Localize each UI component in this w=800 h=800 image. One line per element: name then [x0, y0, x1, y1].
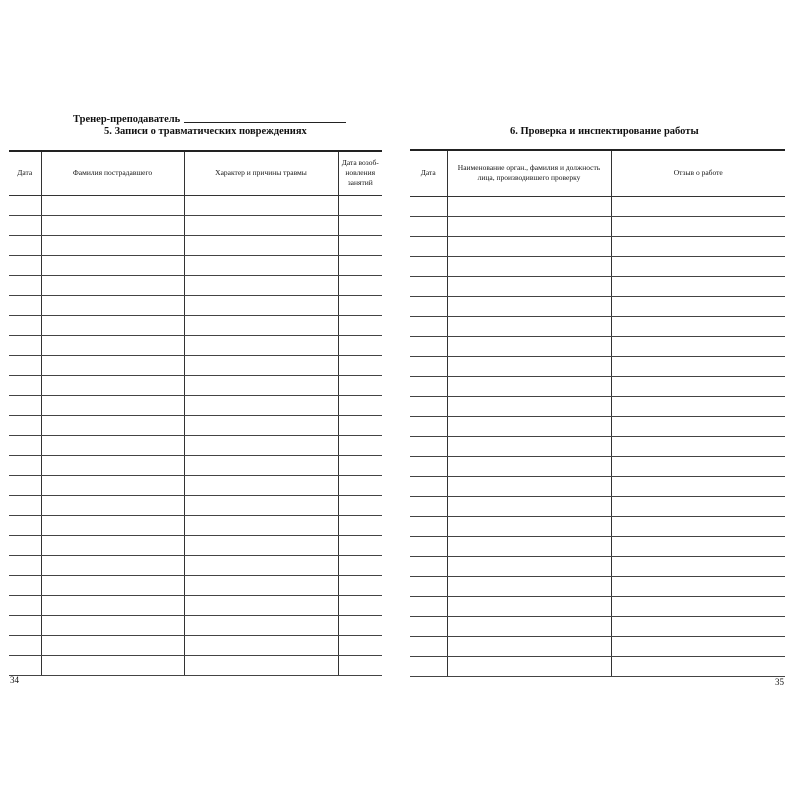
inspection-records-table: [410, 149, 785, 677]
table-cell[interactable]: [41, 295, 184, 315]
table-cell[interactable]: [410, 396, 447, 416]
table-cell[interactable]: [338, 475, 382, 495]
table-cell[interactable]: [184, 335, 338, 355]
table-cell[interactable]: [611, 556, 785, 576]
table-cell[interactable]: [9, 555, 41, 575]
table-cell[interactable]: [447, 596, 611, 616]
table-cell[interactable]: [9, 255, 41, 275]
table-cell[interactable]: [338, 495, 382, 515]
table-row: [410, 656, 785, 676]
table-cell[interactable]: [338, 555, 382, 575]
table-cell[interactable]: [338, 635, 382, 655]
table-cell[interactable]: [410, 476, 447, 496]
table-row: [410, 496, 785, 516]
table-row: [410, 356, 785, 376]
table-cell[interactable]: [611, 536, 785, 556]
table-cell[interactable]: [447, 656, 611, 676]
table-row: [9, 415, 382, 435]
table-cell[interactable]: [9, 635, 41, 655]
table-cell[interactable]: [9, 515, 41, 535]
page-number: 34: [10, 675, 19, 685]
table-cell[interactable]: [9, 315, 41, 335]
table-row: [410, 616, 785, 636]
table-row: [410, 196, 785, 216]
table-cell[interactable]: [41, 375, 184, 395]
table-cell[interactable]: [9, 395, 41, 415]
table-cell[interactable]: [410, 276, 447, 296]
table-row: [9, 455, 382, 475]
table-row: [9, 475, 382, 495]
table-cell[interactable]: [447, 476, 611, 496]
table-cell[interactable]: [447, 496, 611, 516]
table-cell[interactable]: [447, 636, 611, 656]
table-row: [9, 435, 382, 455]
inspection-records-body: [410, 196, 785, 676]
table-row: [410, 556, 785, 576]
table-row: [410, 296, 785, 316]
table-cell[interactable]: [338, 315, 382, 335]
table-cell[interactable]: [447, 196, 611, 216]
table-cell[interactable]: [184, 415, 338, 435]
table-cell[interactable]: [9, 455, 41, 475]
injury-records-body: [9, 195, 382, 675]
table-cell[interactable]: [41, 535, 184, 555]
table-cell[interactable]: [447, 376, 611, 396]
table-cell[interactable]: [9, 275, 41, 295]
table-row: [410, 396, 785, 416]
table-cell[interactable]: [338, 535, 382, 555]
table-cell[interactable]: [410, 576, 447, 596]
table-cell[interactable]: [410, 376, 447, 396]
table-cell[interactable]: [41, 355, 184, 375]
table-cell[interactable]: [338, 655, 382, 675]
table-row: [9, 555, 382, 575]
table-cell[interactable]: [611, 616, 785, 636]
table-cell[interactable]: [184, 575, 338, 595]
table-row: [9, 315, 382, 335]
table-cell[interactable]: [338, 615, 382, 635]
table-row: [9, 215, 382, 235]
column-header-date: Дата: [410, 150, 447, 196]
table-cell[interactable]: [410, 196, 447, 216]
table-cell[interactable]: [338, 515, 382, 535]
table-header-row: [410, 150, 785, 196]
table-cell[interactable]: [611, 276, 785, 296]
table-cell[interactable]: [41, 635, 184, 655]
table-cell[interactable]: [447, 356, 611, 376]
table-row: [9, 295, 382, 315]
table-cell[interactable]: [338, 595, 382, 615]
table-cell[interactable]: [410, 636, 447, 656]
table-cell[interactable]: [611, 596, 785, 616]
table-cell[interactable]: [184, 455, 338, 475]
table-row: [410, 636, 785, 656]
right-page: [400, 0, 800, 800]
table-cell[interactable]: [184, 615, 338, 635]
table-cell[interactable]: [41, 315, 184, 335]
injury-records-table: [9, 150, 382, 676]
table-cell[interactable]: [338, 215, 382, 235]
table-cell[interactable]: [184, 215, 338, 235]
table-cell[interactable]: [184, 495, 338, 515]
table-cell[interactable]: [447, 236, 611, 256]
table-cell[interactable]: [9, 595, 41, 615]
table-cell[interactable]: [611, 336, 785, 356]
table-cell[interactable]: [184, 655, 338, 675]
table-row: [410, 256, 785, 276]
table-cell[interactable]: [338, 415, 382, 435]
table-cell[interactable]: [184, 395, 338, 415]
table-cell[interactable]: [184, 635, 338, 655]
table-cell[interactable]: [447, 556, 611, 576]
table-cell[interactable]: [447, 296, 611, 316]
table-row: [9, 535, 382, 555]
table-cell[interactable]: [184, 515, 338, 535]
table-cell[interactable]: [410, 596, 447, 616]
table-cell[interactable]: [447, 316, 611, 336]
table-cell[interactable]: [447, 396, 611, 416]
table-cell[interactable]: [410, 316, 447, 336]
table-row: [410, 476, 785, 496]
table-row: [410, 456, 785, 476]
table-row: [9, 395, 382, 415]
table-cell[interactable]: [338, 255, 382, 275]
table-cell[interactable]: [9, 355, 41, 375]
table-cell[interactable]: [410, 416, 447, 436]
table-cell[interactable]: [9, 495, 41, 515]
table-cell[interactable]: [41, 555, 184, 575]
table-cell[interactable]: [41, 335, 184, 355]
table-cell[interactable]: [611, 476, 785, 496]
table-cell[interactable]: [41, 655, 184, 675]
table-cell[interactable]: [184, 295, 338, 315]
table-cell[interactable]: [410, 656, 447, 676]
table-row: [410, 576, 785, 596]
table-cell[interactable]: [184, 195, 338, 215]
table-cell[interactable]: [9, 475, 41, 495]
table-row: [9, 255, 382, 275]
table-cell[interactable]: [611, 216, 785, 236]
table-cell[interactable]: [447, 436, 611, 456]
table-cell[interactable]: [9, 435, 41, 455]
table-cell[interactable]: [41, 575, 184, 595]
table-cell[interactable]: [184, 255, 338, 275]
table-row: [9, 575, 382, 595]
table-cell[interactable]: [41, 435, 184, 455]
table-row: [9, 375, 382, 395]
table-cell[interactable]: [41, 255, 184, 275]
trainer-line: [73, 114, 346, 125]
table-cell[interactable]: [410, 496, 447, 516]
table-cell[interactable]: [447, 336, 611, 356]
table-cell[interactable]: [447, 536, 611, 556]
table-row: [410, 436, 785, 456]
table-cell[interactable]: [184, 355, 338, 375]
table-cell[interactable]: [447, 216, 611, 236]
table-row: [410, 376, 785, 396]
table-cell[interactable]: [447, 276, 611, 296]
table-cell[interactable]: [611, 436, 785, 456]
table-row: [9, 195, 382, 215]
table-row: [9, 495, 382, 515]
table-cell[interactable]: [410, 536, 447, 556]
table-cell[interactable]: [9, 535, 41, 555]
table-cell[interactable]: [41, 415, 184, 435]
column-header-date: Дата: [9, 151, 41, 195]
column-header-victim-surname: Фамилия пострадавшего: [41, 151, 184, 195]
table-cell[interactable]: [41, 515, 184, 535]
table-cell[interactable]: [611, 316, 785, 336]
column-header-inspector: Наименование орган., фамилия и должность лица, производившего проверку: [447, 150, 611, 196]
table-cell[interactable]: [611, 256, 785, 276]
table-cell[interactable]: [410, 616, 447, 636]
table-row: [9, 635, 382, 655]
table-row: [410, 516, 785, 536]
table-cell[interactable]: [41, 455, 184, 475]
table-header-row: [9, 151, 382, 195]
table-cell[interactable]: [447, 456, 611, 476]
table-cell[interactable]: [41, 195, 184, 215]
table-cell[interactable]: [611, 576, 785, 596]
table-cell[interactable]: [184, 555, 338, 575]
table-cell[interactable]: [9, 295, 41, 315]
table-cell[interactable]: [9, 215, 41, 235]
table-row: [9, 235, 382, 255]
table-cell[interactable]: [9, 195, 41, 215]
table-row: [9, 595, 382, 615]
table-cell[interactable]: [9, 235, 41, 255]
table-cell[interactable]: [184, 435, 338, 455]
table-cell[interactable]: [184, 595, 338, 615]
table-cell[interactable]: [410, 236, 447, 256]
table-cell[interactable]: [611, 456, 785, 476]
table-row: [410, 536, 785, 556]
table-cell[interactable]: [410, 256, 447, 276]
table-cell[interactable]: [41, 475, 184, 495]
table-cell[interactable]: [447, 616, 611, 636]
page-number: 35: [775, 677, 784, 687]
trainer-label: Тренер-преподаватель: [73, 114, 181, 125]
table-row: [410, 596, 785, 616]
table-cell[interactable]: [338, 575, 382, 595]
table-row: [9, 275, 382, 295]
table-cell[interactable]: [447, 256, 611, 276]
table-cell[interactable]: [41, 275, 184, 295]
table-cell[interactable]: [41, 395, 184, 415]
table-cell[interactable]: [184, 315, 338, 335]
table-row: [9, 335, 382, 355]
table-cell[interactable]: [338, 335, 382, 355]
table-row: [410, 236, 785, 256]
table-cell[interactable]: [9, 655, 41, 675]
table-cell[interactable]: [184, 535, 338, 555]
table-cell[interactable]: [9, 335, 41, 355]
column-header-work-review: Отзыв о работе: [611, 150, 785, 196]
table-cell[interactable]: [611, 376, 785, 396]
table-cell[interactable]: [41, 595, 184, 615]
table-cell[interactable]: [9, 415, 41, 435]
table-cell[interactable]: [41, 215, 184, 235]
table-cell[interactable]: [410, 216, 447, 236]
table-cell[interactable]: [338, 295, 382, 315]
table-cell[interactable]: [184, 375, 338, 395]
table-row: [410, 336, 785, 356]
table-cell[interactable]: [338, 455, 382, 475]
table-cell[interactable]: [184, 275, 338, 295]
table-cell[interactable]: [338, 435, 382, 455]
table-cell[interactable]: [410, 516, 447, 536]
table-cell[interactable]: [447, 516, 611, 536]
table-cell[interactable]: [338, 275, 382, 295]
table-cell[interactable]: [611, 496, 785, 516]
table-row: [9, 655, 382, 675]
table-cell[interactable]: [611, 196, 785, 216]
table-cell[interactable]: [611, 636, 785, 656]
table-row: [410, 276, 785, 296]
table-row: [9, 355, 382, 375]
table-cell[interactable]: [611, 656, 785, 676]
table-cell[interactable]: [338, 375, 382, 395]
table-cell[interactable]: [410, 456, 447, 476]
table-cell[interactable]: [9, 615, 41, 635]
table-cell[interactable]: [41, 235, 184, 255]
table-cell[interactable]: [410, 436, 447, 456]
table-row: [410, 316, 785, 336]
table-row: [410, 216, 785, 236]
section-6-title: 6. Проверка и инспектирование работы: [510, 126, 699, 137]
column-header-resume-date: Дата возоб-новления занятий: [338, 151, 382, 195]
table-cell[interactable]: [611, 396, 785, 416]
table-row: [9, 515, 382, 535]
table-cell[interactable]: [9, 575, 41, 595]
table-cell[interactable]: [9, 375, 41, 395]
table-cell[interactable]: [410, 356, 447, 376]
table-cell[interactable]: [447, 576, 611, 596]
table-cell[interactable]: [611, 356, 785, 376]
table-cell[interactable]: [410, 556, 447, 576]
table-cell[interactable]: [41, 615, 184, 635]
table-cell[interactable]: [338, 355, 382, 375]
table-row: [410, 416, 785, 436]
table-cell[interactable]: [410, 296, 447, 316]
table-cell[interactable]: [338, 235, 382, 255]
section-5-title: 5. Записи о травматических повреждениях: [104, 126, 307, 137]
table-row: [9, 615, 382, 635]
table-cell[interactable]: [184, 235, 338, 255]
table-cell[interactable]: [447, 416, 611, 436]
table-cell[interactable]: [611, 516, 785, 536]
table-cell[interactable]: [338, 395, 382, 415]
table-cell[interactable]: [184, 475, 338, 495]
table-cell[interactable]: [611, 236, 785, 256]
table-cell[interactable]: [410, 336, 447, 356]
table-cell[interactable]: [41, 495, 184, 515]
table-cell[interactable]: [338, 195, 382, 215]
column-header-injury-nature: Характер и причины травмы: [184, 151, 338, 195]
table-cell[interactable]: [611, 416, 785, 436]
table-cell[interactable]: [611, 296, 785, 316]
trainer-blank-line: [184, 122, 346, 123]
